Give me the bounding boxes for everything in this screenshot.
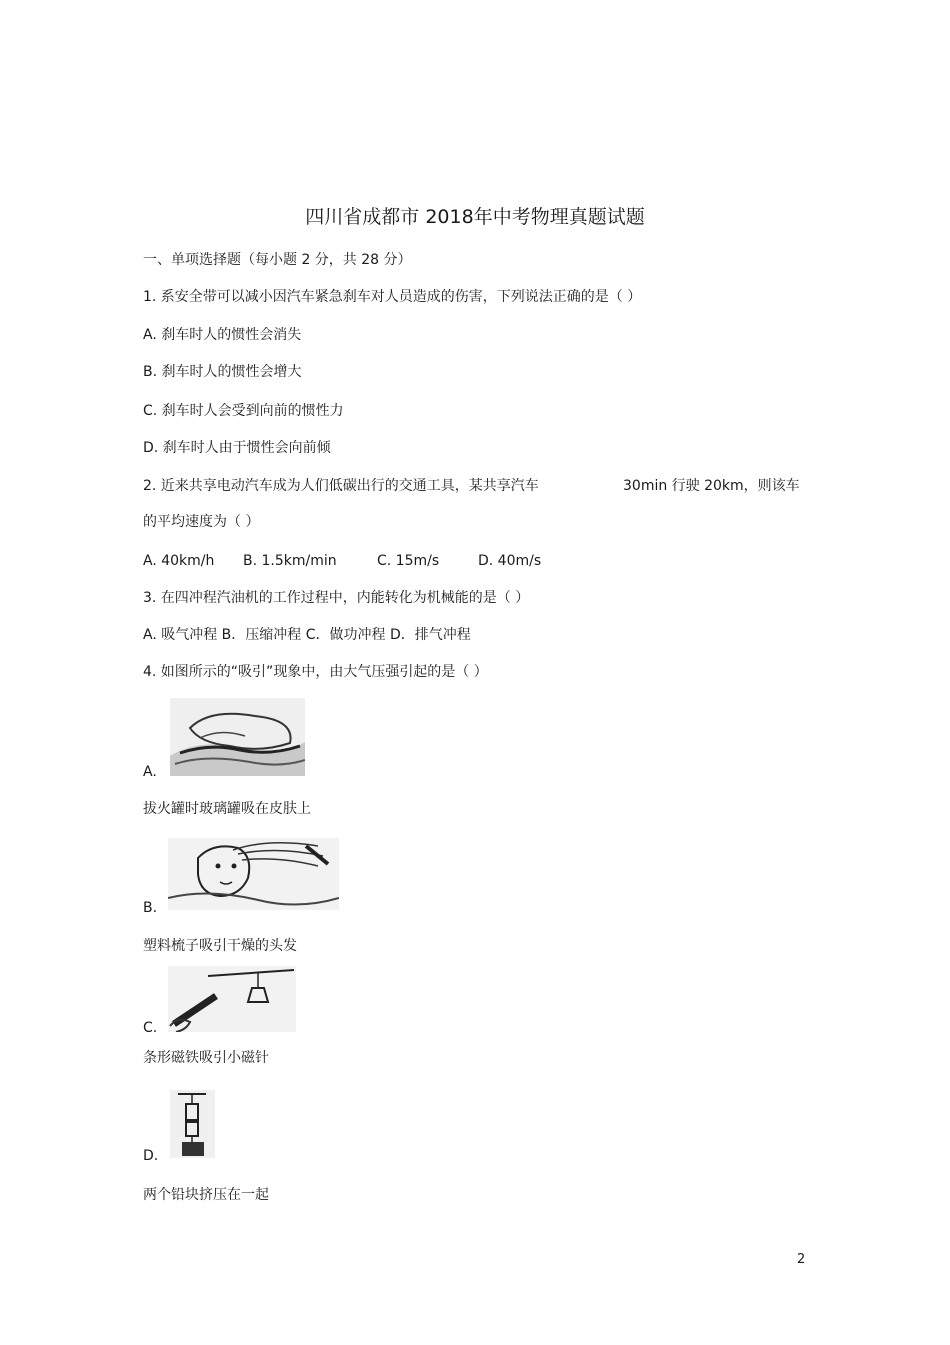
question-4-stem: 4. 如图所示的“吸引”现象中，由大气压强引起的是（ ） [143,664,488,680]
question-2-option-c: C. 15m/s [377,553,440,569]
question-1-option-b: B. 刹车时人的惯性会增大 [143,364,302,380]
question-2-stem-part1: 2. 近来共享电动汽车成为人们低碳出行的交通工具，某共享汽车 [143,478,539,494]
magnet-needle-image [168,966,296,1032]
question-4-option-c-caption: 条形磁铁吸引小磁针 [143,1050,269,1066]
question-4-option-a-caption: 拔火罐时玻璃罐吸在皮肤上 [143,801,311,817]
page-number: 2 [797,1252,806,1267]
question-4-option-d-caption: 两个铅块挤压在一起 [143,1187,269,1203]
question-4-option-b-caption: 塑料梳子吸引干燥的头发 [143,938,297,954]
question-2-option-b: B. 1.5km/min [243,553,337,569]
section-heading: 一、单项选择题（每小题 2 分，共 28 分） [143,252,412,268]
question-1-option-c: C. 刹车时人会受到向前的惯性力 [143,403,344,419]
comb-hair-image [168,838,339,910]
question-2-option-a: A. 40km/h [143,553,215,569]
question-2-option-d: D. 40m/s [478,553,542,569]
question-4-option-c-letter: C. [143,1020,158,1036]
lead-blocks-image [170,1090,215,1158]
question-3-options: A. 吸气冲程 B．压缩冲程 C．做功冲程 D．排气冲程 [143,627,471,643]
question-4-option-d-letter: D. [143,1148,159,1164]
page-title: 四川省成都市 2018年中考物理真题试题 [305,206,645,228]
cupping-jar-image [170,698,305,776]
question-3-stem: 3. 在四冲程汽油机的工作过程中，内能转化为机械能的是（ ） [143,590,530,606]
question-1-option-d: D. 刹车时人由于惯性会向前倾 [143,440,331,456]
question-4-option-a-letter: A. [143,764,157,780]
question-2-stem-part2: 30min 行驶 20km，则该车 [623,478,800,494]
question-1-option-a: A. 刹车时人的惯性会消失 [143,327,302,343]
question-4-option-b-letter: B. [143,900,158,916]
question-1-stem: 1. 系安全带可以减小因汽车紧急刹车对人员造成的伤害，下列说法正确的是（ ） [143,289,642,305]
question-2-stem-part3: 的平均速度为（ ） [143,514,260,530]
